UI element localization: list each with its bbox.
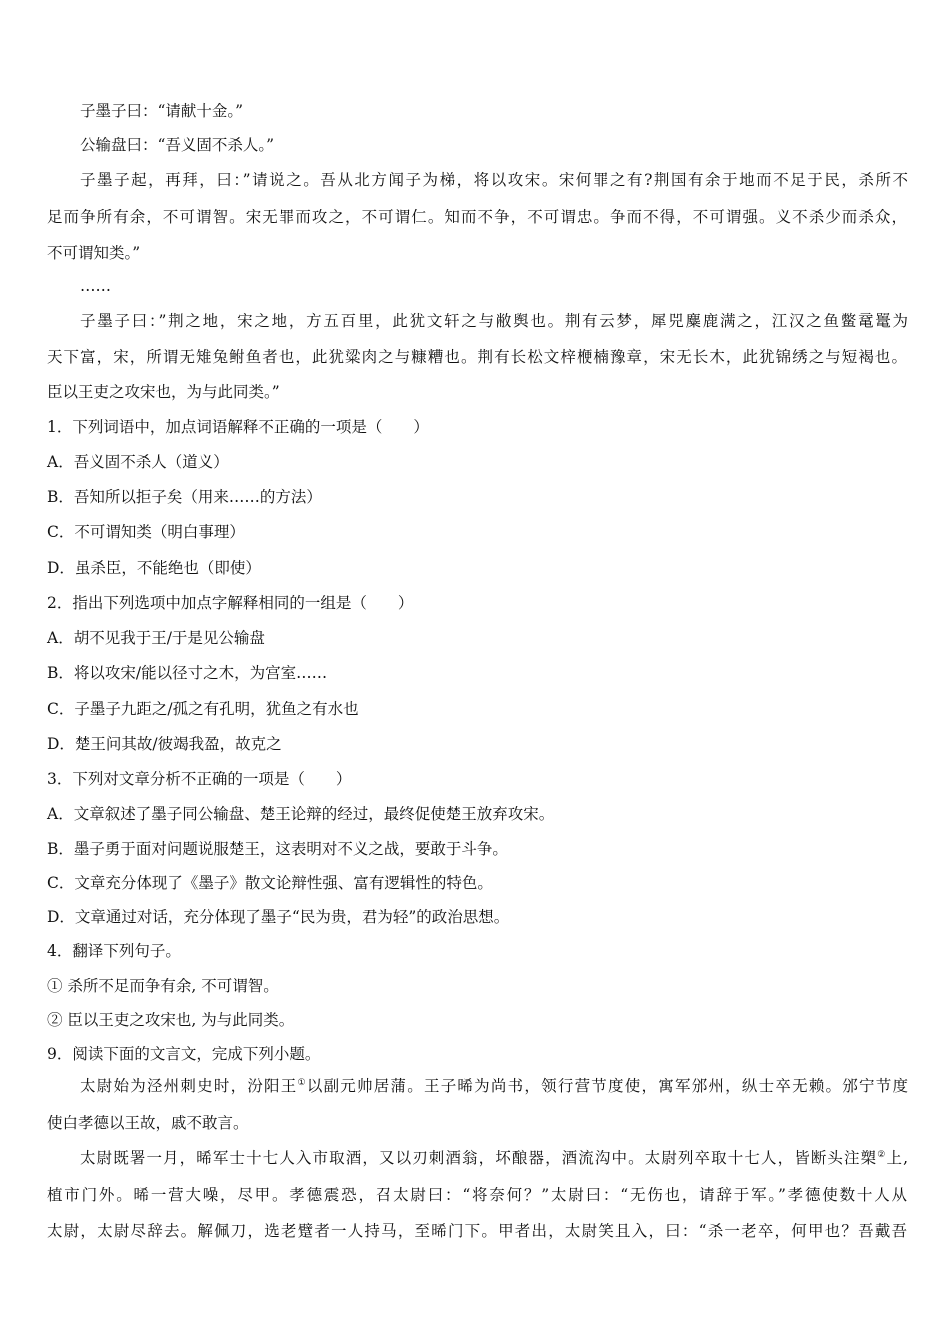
question-2-option-d: D．楚王问其故/彼竭我盈，故克之 xyxy=(47,735,282,753)
question-2-option-b: B．将以攻宋/能以径寸之木，为宫室…… xyxy=(47,664,328,682)
question-1-option-b: B．吾知所以拒子矣（用来……的方法） xyxy=(47,488,322,506)
question-1-stem: 1．下列词语中，加点词语解释不正确的一项是（ ） xyxy=(47,418,429,436)
question-3-option-d: D．文章通过对话，充分体现了墨子“民为贵，君为轻”的政治思想。 xyxy=(47,908,510,926)
question-9-stem: 9．阅读下面的文言文，完成下列小题。 xyxy=(47,1045,321,1063)
passage1-line-7: 子墨子曰：”荆之地，宋之地，方五百里，此犹文轩之与敝舆也。荆有云梦，犀兕麋鹿满之，江汉之鱼鳖鼋鼍为 xyxy=(80,312,908,330)
passage2-line-3 xyxy=(80,1148,908,1168)
question-3-option-c: C．文章充分体现了《墨子》散文论辩性强、富有逻辑性的特色。 xyxy=(47,874,493,892)
passage1-line-2: 公输盘曰：“吾义固不杀人。” xyxy=(80,136,275,154)
passage1-line-1: 子墨子曰：“请献十金。” xyxy=(80,102,244,120)
passage1-line-3: 子墨子起，再拜，曰：”请说之。吾从北方闻子为梯，将以攻宋。宋何罪之有?荆国有余于地而不足于民，杀所不 xyxy=(80,171,908,189)
footnote-marker-1: ① xyxy=(297,1077,307,1088)
question-1-option-c: C．不可谓知类（明白事理） xyxy=(47,523,245,541)
question-2-option-c: C．子墨子九距之/孤之有孔明，犹鱼之有水也 xyxy=(47,700,359,718)
passage2-line-3-text-a: 太尉既署一月，晞军士十七人入市取酒，又以刃刺酒翁，坏酿器，酒流沟中。太尉列卒取十七人，皆断头注槊 xyxy=(80,1149,878,1167)
question-3-option-b: B．墨子勇于面对问题说服楚王，这表明对不义之战，要敢于斗争。 xyxy=(47,840,508,858)
footnote-marker-2: ② xyxy=(877,1149,887,1160)
passage2-line-4: 植市门外。晞一营大噪，尽甲。孝德震恐，召太尉曰：“将奈何？”太尉曰：“无伤也，请辞于军。”孝德使数十人从 xyxy=(47,1186,907,1204)
passage2-line-1 xyxy=(80,1076,908,1096)
passage2-line-5: 太尉，太尉尽辞去。解佩刀，选老躄者一人持马，至晞门下。甲者出，太尉笑且入，曰：“杀一老卒，何甲也？吾戴吾 xyxy=(47,1222,907,1240)
question-2-option-a: A．胡不见我于王/于是见公输盘 xyxy=(47,629,265,647)
question-3-option-a: A．文章叙述了墨子同公输盘、楚王论辩的经过，最终促使楚王放弃攻宋。 xyxy=(47,805,555,823)
question-3-stem: 3．下列对文章分析不正确的一项是（ ） xyxy=(47,770,352,788)
passage1-line-5: 不可谓知类。” xyxy=(47,244,141,262)
question-4-sentence-2: ② 臣以王吏之攻宋也, 为与此同类。 xyxy=(47,1011,295,1029)
question-4-stem: 4．翻译下列句子。 xyxy=(47,942,181,960)
passage1-line-8: 天下富，宋，所谓无雉兔鲋鱼者也，此犹粱肉之与糠糟也。荆有长松文梓楩楠豫章，宋无长木，此犹锦绣之与短褐也。 xyxy=(47,348,907,366)
passage2-line-2: 使白孝德以王故，戚不敢言。 xyxy=(47,1114,249,1132)
passage1-line-9: 臣以王吏之攻宋也，为与此同类。” xyxy=(47,383,280,401)
question-4-sentence-1: ① 杀所不足而争有余, 不可谓智。 xyxy=(47,977,279,995)
question-1-option-d: D．虽杀臣，不能绝也（即使） xyxy=(47,559,261,577)
passage1-ellipsis: …… xyxy=(80,277,111,295)
question-1-option-a: A．吾义固不杀人（道义） xyxy=(47,453,229,471)
passage2-line-1-text-a: 太尉始为泾州刺史时，汾阳王 xyxy=(80,1077,298,1095)
question-2-stem: 2．指出下列选项中加点字解释相同的一组是（ ） xyxy=(47,594,414,612)
passage2-line-3-text-b: 上, xyxy=(886,1149,908,1167)
passage2-line-1-text-b: 以副元帅居蒲。王子晞为尚书，领行营节度使，寓军邠州，纵士卒无赖。邠宁节度 xyxy=(306,1077,908,1095)
passage1-line-4: 足而争所有余，不可谓智。宋无罪而攻之，不可谓仁。知而不争，不可谓忠。争而不得，不可谓强。义不杀少而杀众， xyxy=(47,208,907,226)
